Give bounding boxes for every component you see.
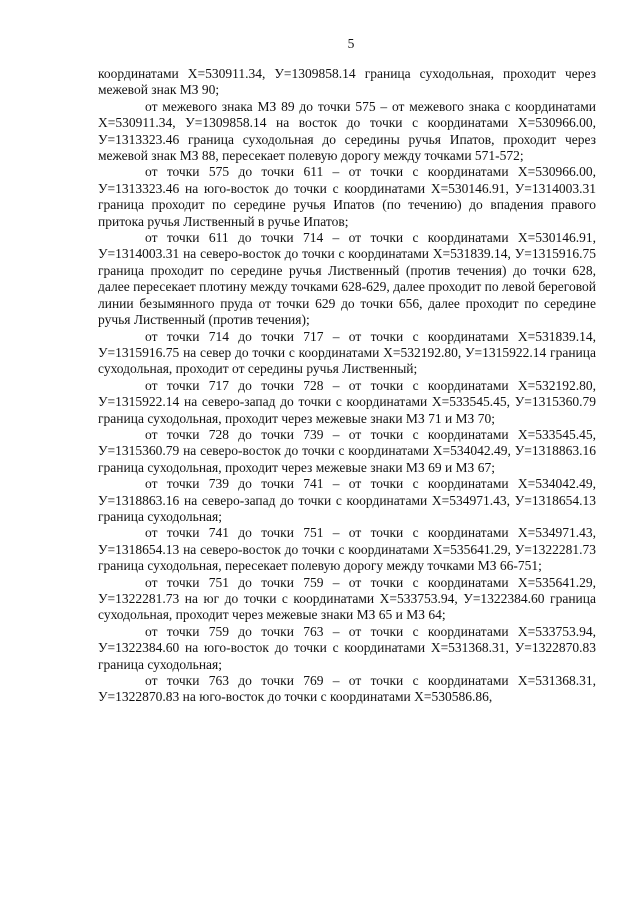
paragraph-boundary-714-717: от точки 714 до точки 717 – от точки с координатами Х=531839.14, У=1315916.75 на север до точки с координатами Х=532192.80, У=1315922.14 граница суходольная, проходит от середины ручья Лиственный; [98, 328, 596, 377]
paragraph-boundary-739-741: от точки 739 до точки 741 – от точки с координатами Х=534042.49, У=1318863.16 на северо-запад до точки с координатами Х=534971.43, У=1318654.13 граница суходольная; [98, 476, 596, 524]
paragraph-boundary-741-751: от точки 741 до точки 751 – от точки с координатами Х=534971.43, У=1318654.13 на северо-восток до точки с координатами Х=535641.29, У=1322281.73 граница суходольная, пересекает полевую дорогу между точками МЗ 66-751; [98, 525, 596, 574]
paragraph-boundary-728-739: от точки 728 до точки 739 – от точки с координатами Х=533545.45, У=1315360.79 на северо-восток до точки с координатами Х=534042.49, У=1318863.16 граница суходольная, проходит через межевые знаки МЗ 69 и МЗ 67; [98, 426, 596, 475]
paragraph-boundary-751-759: от точки 751 до точки 759 – от точки с координатами Х=535641.29, У=1322281.73 на юг до точки с координатами Х=533753.94, У=1322384.60 граница суходольная, проходит через межевые знаки МЗ 65 и МЗ 64; [98, 574, 596, 623]
paragraph-boundary-mz89-575: от межевого знака МЗ 89 до точки 575 – от межевого знака с координатами Х=530911.34, У=1309858.14 на восток до точки с координатами Х=530966.00, У=1313323.46 граница суходольная до середины ручья Ипатов, проходит через межевой знак МЗ 88, пересекает полевую дорогу между точками 571-572; [98, 98, 596, 164]
paragraph-boundary-763-769: от точки 763 до точки 769 – от точки с координатами Х=531368.31, У=1322870.83 на юго-восток до точки с координатами Х=530586.86, [98, 673, 596, 705]
document-body [98, 66, 596, 706]
paragraph-boundary-759-763: от точки 759 до точки 763 – от точки с координатами Х=533753.94, У=1322384.60 на юго-восток до точки с координатами Х=531368.31, У=1322870.83 граница суходольная; [98, 623, 596, 672]
paragraph-boundary-717-728: от точки 717 до точки 728 – от точки с координатами Х=532192.80, У=1315922.14 на северо-запад до точки с координатами Х=533545.45, У=1315360.79 граница суходольная, проходит через межевые знаки МЗ 71 и МЗ 70; [98, 377, 596, 426]
paragraph-boundary-575-611: от точки 575 до точки 611 – от точки с координатами Х=530966.00, У=1313323.46 на юго-восток до точки с координатами Х=530146.91, У=1314003.31 граница проходит по середине ручья Ипатов (по течению) до впадения правого притока ручья Лиственный в ручье Ипатов; [98, 164, 596, 229]
paragraph-continuation: координатами Х=530911.34, У=1309858.14 граница суходольная, проходит через межевой знак МЗ 90; [98, 66, 596, 98]
paragraph-boundary-611-714: от точки 611 до точки 714 – от точки с координатами Х=530146.91, У=1314003.31 на северо-восток до точки с координатами Х=531839.14, У=1315916.75 граница проходит по середине ручья Лиственный (против течения) до точки 628, далее пересекает плотину между точками 628-629, далее проходит по левой береговой линии безымянного пруда от точки 629 до точки 656, далее проходит по середине ручья Лиственный (против течения); [98, 230, 596, 328]
page-number: 5 [347, 36, 355, 51]
